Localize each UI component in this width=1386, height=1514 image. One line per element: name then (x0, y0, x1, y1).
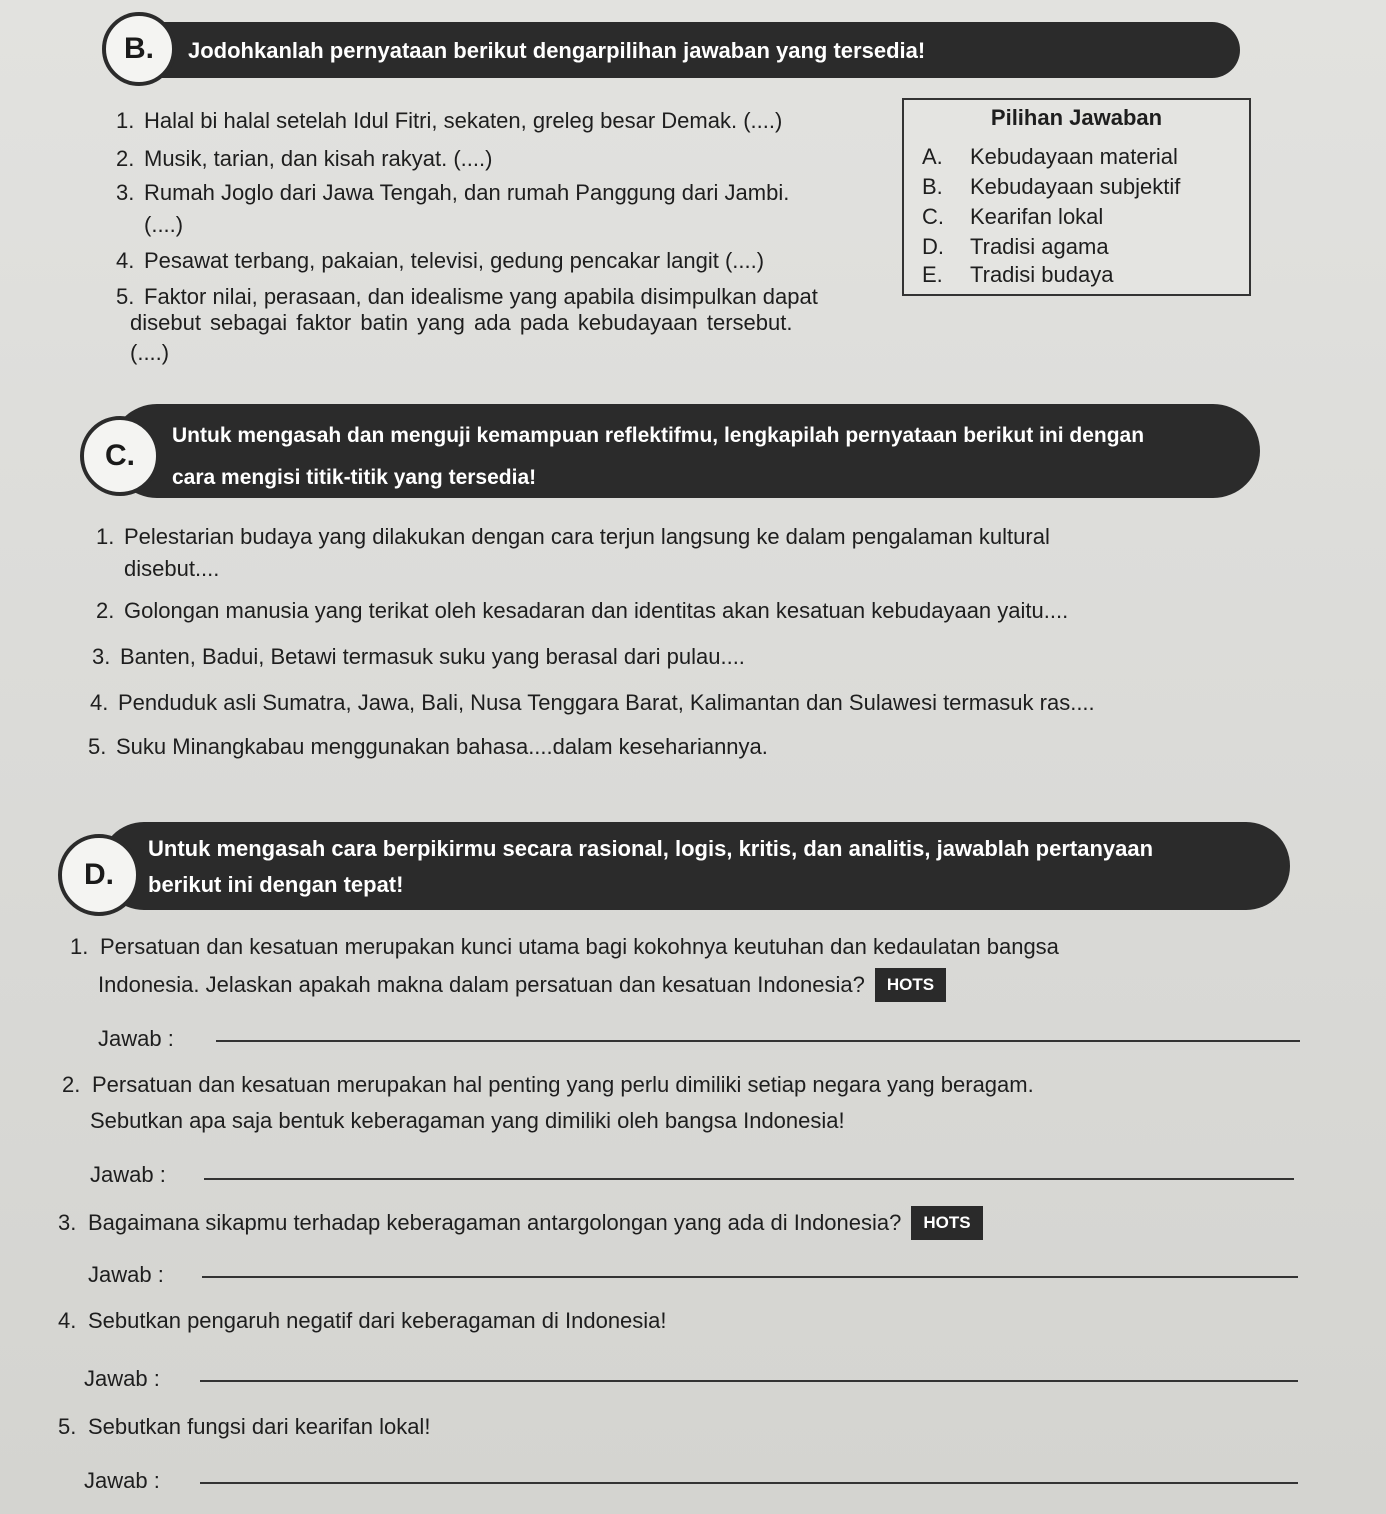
d-item-1-jawab-label: Jawab : (98, 1026, 174, 1051)
d-item-2-jawab-label: Jawab : (90, 1162, 166, 1187)
section-d-title-line1: Untuk mengasah cara berpikirmu secara rasional, logis, kritis, dan analitis, jawablah pertanyaan (148, 836, 1154, 861)
answer-choices-box (902, 98, 1251, 296)
d-item-4-answer-line[interactable] (200, 1380, 1298, 1382)
b-item-3: 3. Rumah Joglo dari Jawa Tengah, dan rumah Panggung dari Jambi. (116, 180, 790, 205)
section-b-badge: B. (102, 12, 176, 86)
b-item-3-cont: (....) (144, 212, 184, 237)
c-item-1: 1. Pelestarian budaya yang dilakukan dengan cara terjun langsung ke dalam pengalaman kultural (96, 524, 1050, 549)
section-b-title: Jodohkanlah pernyataan berikut dengarpilihan jawaban yang tersedia! (188, 38, 926, 63)
b-item-4: 4. Pesawat terbang, pakaian, televisi, gedung pencakar langit (....) (116, 248, 765, 273)
b-item-2: 2. Musik, tarian, dan kisah rakyat. (....) (116, 146, 493, 171)
c-item-5: 5. Suku Minangkabau menggunakan bahasa....dalam kesehariannya. (88, 734, 768, 759)
d-item-4-jawab-label: Jawab : (84, 1366, 160, 1391)
d-item-1-cont: Indonesia. Jelaskan apakah makna dalam persatuan dan kesatuan Indonesia? HOTS (98, 968, 946, 1002)
c-item-1-cont: disebut.... (124, 556, 220, 581)
section-c-title-line2: cara mengisi titik-titik yang tersedia! (172, 466, 537, 489)
d-item-5-answer-line[interactable] (200, 1482, 1298, 1484)
answer-option-a: A. Kebudayaan material (922, 144, 1178, 169)
d-item-2: 2. Persatuan dan kesatuan merupakan hal penting yang perlu dimiliki setiap negara yang beragam. (62, 1072, 1034, 1097)
b-item-5-cont: disebut sebagai faktor batin yang ada pada kebudayaan tersebut. (130, 310, 793, 335)
section-d-badge: D. (58, 834, 140, 916)
section-d-title-line2: berikut ini dengan tepat! (148, 872, 404, 897)
b-item-5: 5. Faktor nilai, perasaan, dan idealisme yang apabila disimpulkan dapat (116, 284, 818, 309)
d-item-5: 5. Sebutkan fungsi dari kearifan lokal! (58, 1414, 431, 1439)
b-item-1: 1. Halal bi halal setelah Idul Fitri, sekaten, greleg besar Demak. (....) (116, 108, 783, 133)
section-c-title-line1: Untuk mengasah dan menguji kemampuan reflektifmu, lengkapilah pernyataan berikut ini dengan (172, 424, 1145, 447)
answer-choices-title: Pilihan Jawaban (990, 105, 1163, 130)
c-item-3: 3. Banten, Badui, Betawi termasuk suku yang berasal dari pulau.... (92, 644, 745, 669)
d-item-4: 4. Sebutkan pengaruh negatif dari keberagaman di Indonesia! (58, 1308, 667, 1333)
d-item-2-cont: Sebutkan apa saja bentuk keberagaman yang dimiliki oleh bangsa Indonesia! (90, 1108, 845, 1133)
c-item-4: 4. Penduduk asli Sumatra, Jawa, Bali, Nusa Tenggara Barat, Kalimantan dan Sulawesi termasuk ras.... (90, 690, 1095, 715)
hots-badge: HOTS (875, 968, 946, 1002)
hots-badge: HOTS (911, 1206, 982, 1240)
d-item-3-jawab-label: Jawab : (88, 1262, 164, 1287)
answer-option-b: B. Kebudayaan subjektif (922, 174, 1181, 199)
answer-option-c: C. Kearifan lokal (922, 204, 1104, 229)
answer-option-d: D. Tradisi agama (922, 234, 1109, 259)
d-item-3-answer-line[interactable] (202, 1276, 1298, 1278)
d-item-3: 3. Bagaimana sikapmu terhadap keberagaman antargolongan yang ada di Indonesia? HOTS (58, 1206, 983, 1240)
d-item-1: 1. Persatuan dan kesatuan merupakan kunci utama bagi kokohnya keutuhan dan kedaulatan bangsa (70, 934, 1059, 959)
answer-option-e: E. Tradisi budaya (922, 262, 1114, 287)
section-c-badge: C. (80, 416, 160, 496)
d-item-1-answer-line[interactable] (216, 1040, 1300, 1042)
b-item-5-cont2: (....) (130, 340, 170, 365)
c-item-2: 2. Golongan manusia yang terikat oleh kesadaran dan identitas akan kesatuan kebudayaan yaitu.... (96, 598, 1069, 623)
d-item-5-jawab-label: Jawab : (84, 1468, 160, 1493)
d-item-2-answer-line[interactable] (204, 1178, 1294, 1180)
